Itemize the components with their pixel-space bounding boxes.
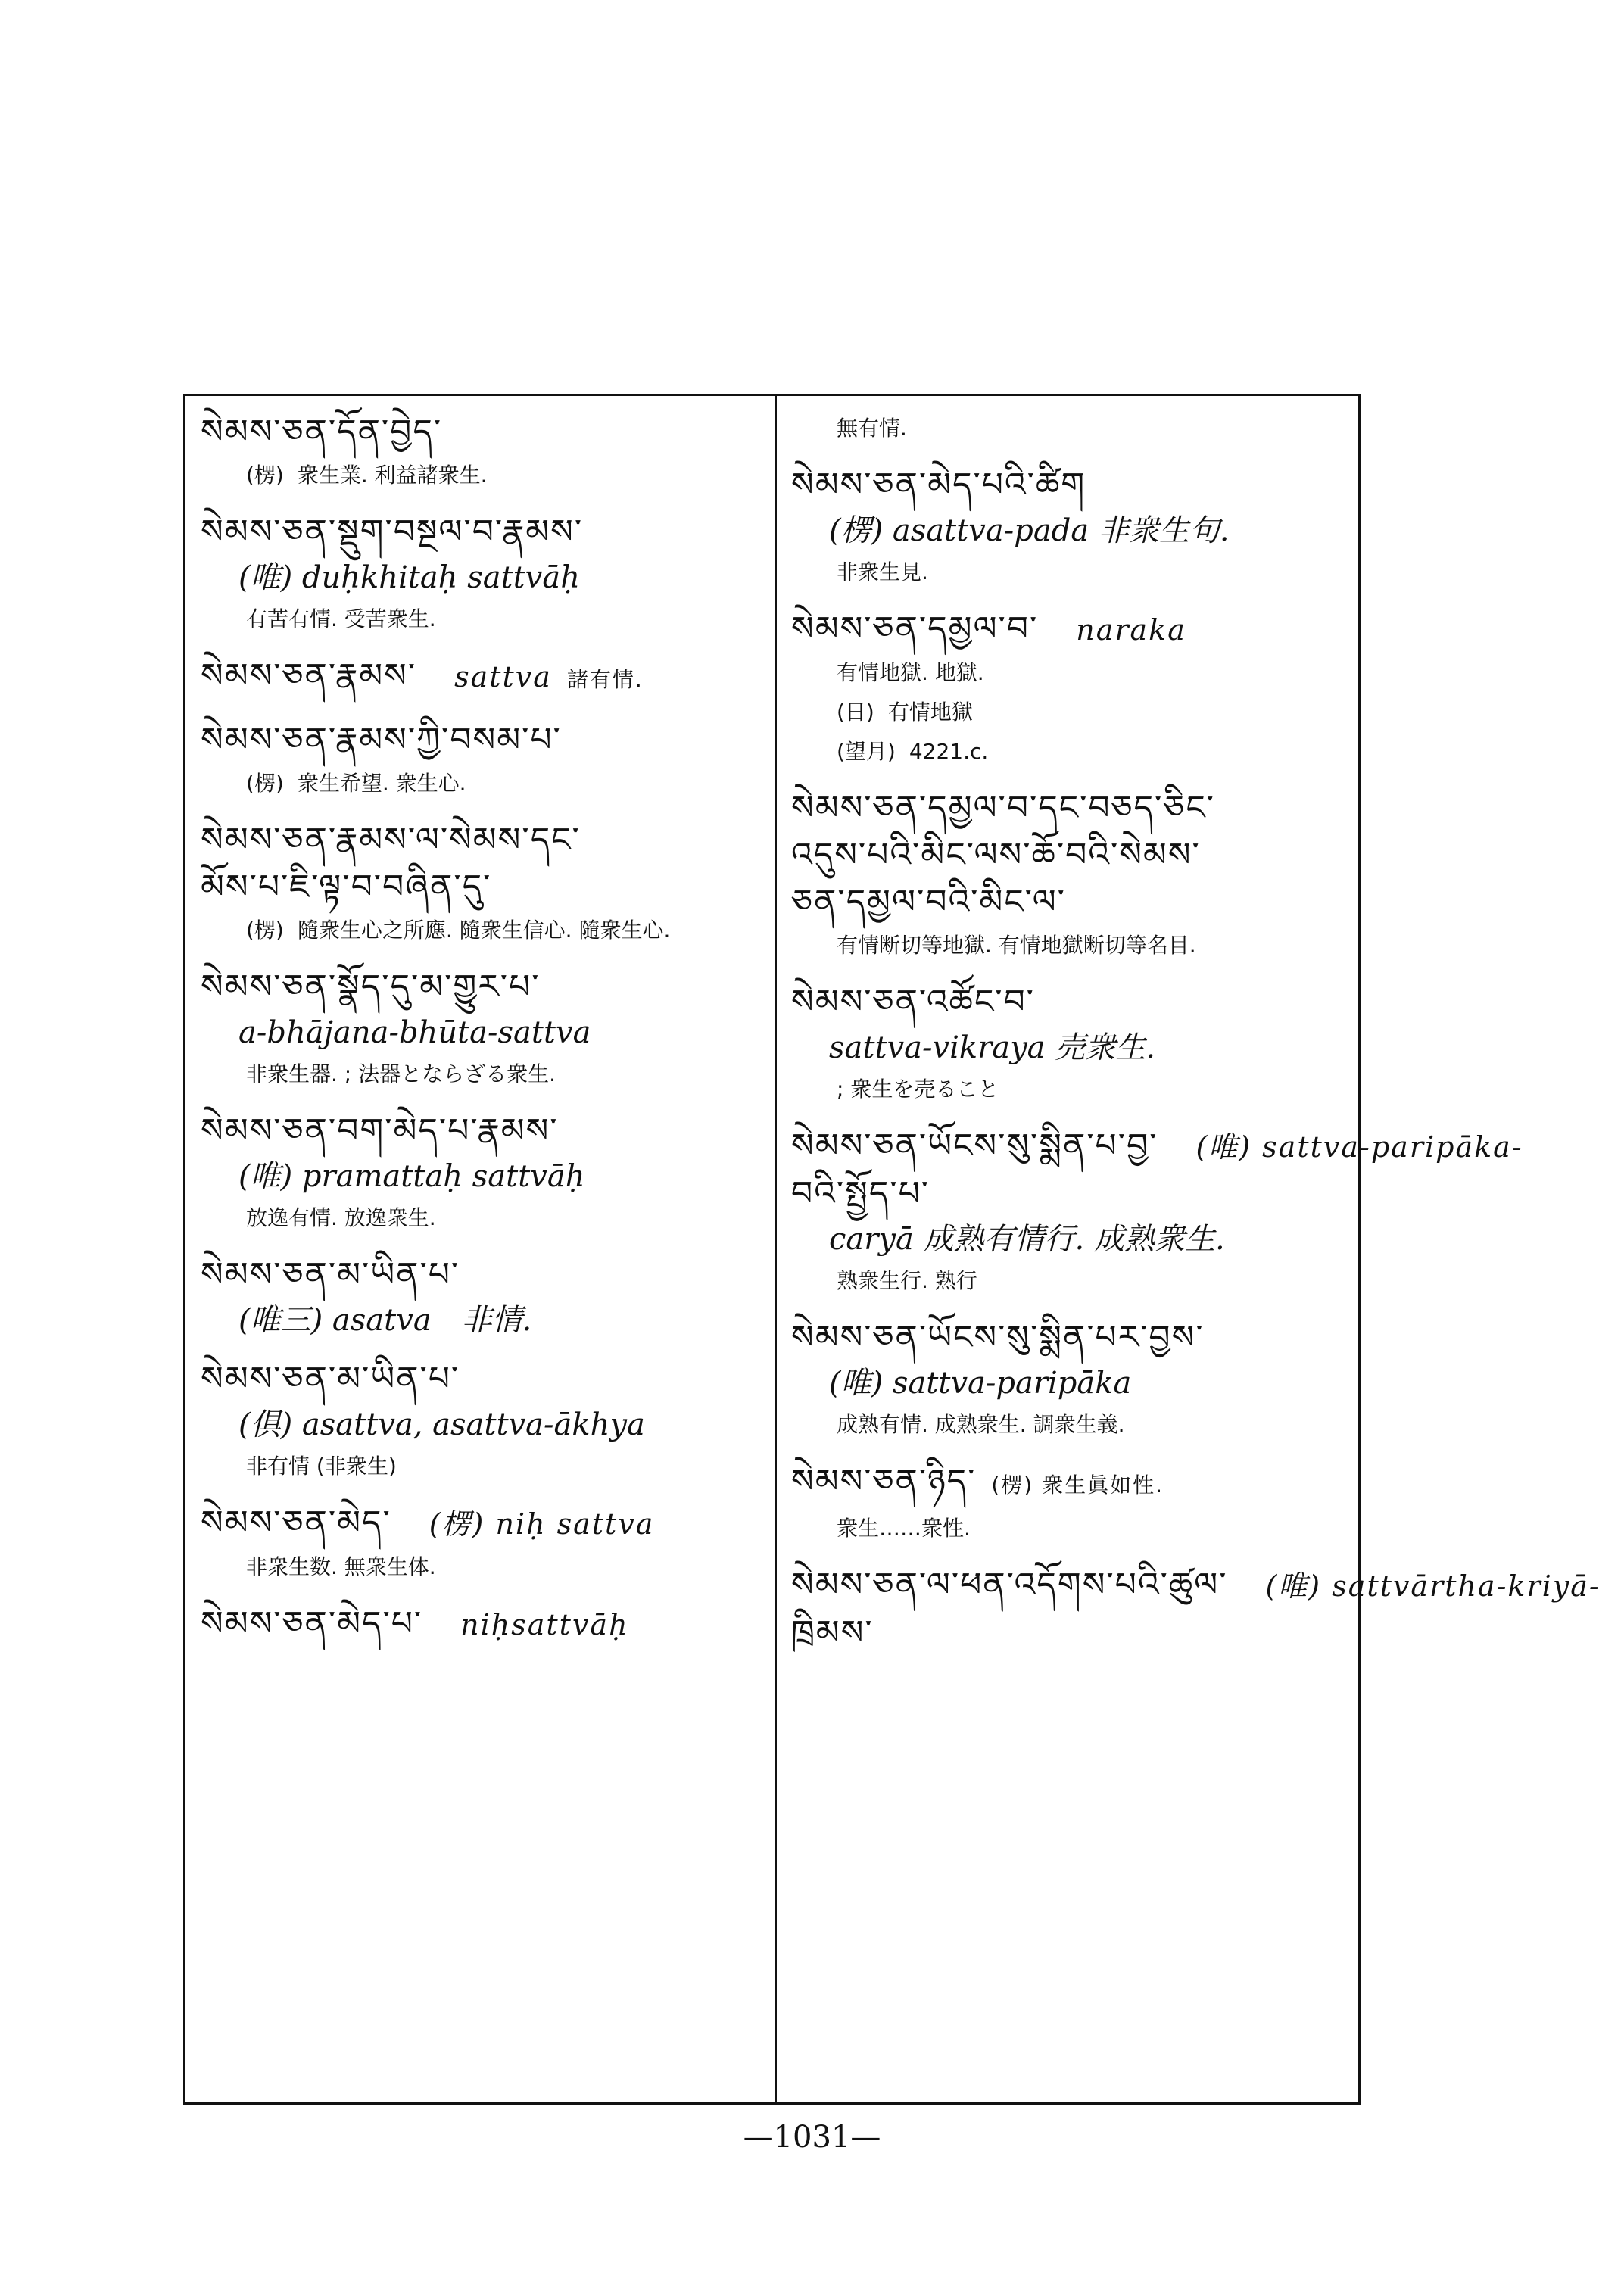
dictionary-entry <box>791 606 1355 771</box>
tibetan-headword: མོས་པ་ཇི་ལྟ་བ་བཞིན་དུ་ <box>201 868 492 906</box>
gloss-text: 非衆生器. ; 法器とならざる衆生. <box>246 1061 556 1086</box>
sanskrit-term: caryā 成熟有情行. 成熟衆生. <box>829 1222 1225 1257</box>
dictionary-entry <box>791 1123 1523 1301</box>
dictionary-entry <box>791 979 1355 1109</box>
gloss-line <box>791 1261 1355 1301</box>
tibetan-headword: སེམས་ཅན་དམྱལ་བ་ naraka <box>791 609 1186 648</box>
gloss-text: 非有情 (非衆生) <box>246 1454 397 1479</box>
gloss-line <box>201 1055 768 1094</box>
dictionary-entry <box>201 509 768 639</box>
dictionary-entry <box>201 653 768 703</box>
gloss-text: 非衆生見. <box>837 559 928 584</box>
gloss-line <box>201 1548 768 1587</box>
sanskrit-term: (俱) asattva, asattva-ākhya <box>238 1407 645 1442</box>
gloss-text: ; 衆生を売ること <box>837 1077 999 1102</box>
tibetan-headword: སེམས་ཅན་བག་མེད་པ་རྣམས་ <box>201 1111 559 1150</box>
gloss-text: 衆生希望. 衆生心. <box>297 771 466 796</box>
dictionary-entry <box>791 1314 1355 1445</box>
sanskrit-term: (唯) sattvārtha-kriyā- <box>1265 1569 1601 1603</box>
gloss-text: 有苦有情. 受苦衆生. <box>246 606 436 631</box>
tibetan-headword: སེམས་ཅན་དོན་བྱེད་ <box>201 413 443 451</box>
source-tag: (楞) <box>246 463 284 488</box>
source-tag: (楞) <box>246 918 284 943</box>
gloss-text: 有情地獄. 地獄. <box>837 660 984 685</box>
tibetan-headword: སེམས་ཅན་ཡོངས་སུ་སྨིན་པ་བྱ་ (唯) sattva-paripāka- <box>791 1127 1523 1165</box>
tibetan-headword: སེམས་ཅན་རྣམས་ཀྱི་བསམ་པ་ <box>201 721 562 759</box>
sanskrit-term: (楞) niḥ sattva <box>429 1507 655 1541</box>
gloss-text: 有情地獄 <box>887 700 973 725</box>
tibetan-headword: སེམས་ཅན་འཚོང་བ་ <box>791 983 1035 1021</box>
gloss-line <box>201 456 768 495</box>
sanskrit-term: (楞) asattva-pada 非衆生句. <box>829 513 1230 548</box>
gloss-line <box>791 1405 1355 1445</box>
dictionary-entry <box>201 717 768 803</box>
gloss-line <box>201 911 768 950</box>
tibetan-headword: སེམས་ཅན་རྣམས་ལ་སེམས་དང་ <box>201 821 581 859</box>
tibetan-headword: སེམས་ཅན་མེད་ (楞) niḥ sattva <box>201 1504 655 1542</box>
dictionary-entry <box>201 964 768 1094</box>
gloss-line <box>791 653 1355 693</box>
tibetan-headword: སེམས་ཅན་མ་ཡིན་པ་ <box>201 1360 460 1398</box>
sanskrit-term: (唯) duḥkhitaḥ sattvāḥ <box>238 560 580 595</box>
gloss-text: 諸有情. <box>566 667 644 692</box>
gloss-text: 無有情. <box>837 416 907 441</box>
dictionary-entry <box>791 785 1355 965</box>
gloss-text: 成熟有情. 成熟衆生. 調衆生義. <box>837 1412 1125 1437</box>
tibetan-headword: སེམས་ཅན་མེད་པ་ niḥsattvāḥ <box>201 1604 629 1643</box>
column-divider <box>775 394 777 2105</box>
dictionary-entry <box>791 462 1355 592</box>
gloss-line <box>791 1070 1355 1109</box>
left-column <box>201 409 768 1662</box>
sanskrit-term: (唯) pramattaḥ sattvāḥ <box>238 1159 585 1194</box>
tibetan-headword: སེམས་ཅན་ཉིད་ (楞) 衆生眞如性. <box>791 1462 1164 1501</box>
gloss-line <box>791 1509 1355 1548</box>
gloss-line <box>201 764 768 803</box>
page-number: —1031— <box>743 2120 881 2155</box>
tibetan-headword: ཁྲིམས་ <box>791 1613 874 1652</box>
gloss-line <box>201 1447 768 1486</box>
dictionary-entry <box>201 1356 768 1486</box>
sanskrit-term: naraka <box>1076 613 1186 647</box>
tibetan-headword: སེམས་ཅན་སྡུག་བསྔལ་བ་རྣམས་ <box>201 513 584 551</box>
dictionary-entry <box>791 1458 1355 1548</box>
gloss-line <box>791 409 1355 448</box>
dictionary-entry <box>201 1108 768 1238</box>
sanskrit-term: (唯三) asatva 非情. <box>238 1303 532 1338</box>
gloss-text: 衆生……衆性. <box>837 1516 971 1541</box>
gloss-text: (楞) 衆生眞如性. <box>991 1473 1164 1498</box>
gloss-text: 4221.c. <box>909 739 989 764</box>
tibetan-headword: སེམས་ཅན་ཡོངས་སུ་སྨིན་པར་བྱས་ <box>791 1318 1205 1357</box>
dictionary-entry <box>201 1500 768 1587</box>
sanskrit-term: sattva <box>454 660 552 693</box>
gloss-line <box>791 732 1355 771</box>
gloss-line <box>791 553 1355 592</box>
dictionary-entry <box>201 817 768 950</box>
dictionary-entry <box>791 409 1355 448</box>
tibetan-headword: ཅན་དམྱལ་བའི་མིང་ལ་ <box>791 883 1066 921</box>
sanskrit-term: (唯) sattva-paripāka <box>829 1366 1132 1401</box>
sanskrit-term: sattva-vikraya 売衆生. <box>829 1030 1155 1065</box>
gloss-line <box>791 926 1355 965</box>
dictionary-entry <box>201 1601 768 1648</box>
source-tag: (日) <box>837 700 874 725</box>
gloss-line <box>201 1198 768 1238</box>
sanskrit-term: (唯) sattva-paripāka- <box>1195 1130 1523 1164</box>
tibetan-headword: སེམས་ཅན་མ་ཡིན་པ་ <box>201 1255 460 1294</box>
tibetan-headword: འདུས་པའི་མིང་ལས་ཆོ་བའི་སེམས་ <box>791 836 1201 874</box>
tibetan-headword: སེམས་ཅན་དམྱལ་བ་དང་བཅད་ཅིང་ <box>791 789 1215 828</box>
sanskrit-term: a-bhājana-bhūta-sattva <box>238 1015 591 1050</box>
gloss-text: 熟衆生行. 熟行 <box>837 1268 977 1293</box>
gloss-text: 隨衆生心之所應. 隨衆生信心. 隨衆生心. <box>297 918 671 943</box>
gloss-text: 非衆生数. 無衆生体. <box>246 1554 436 1579</box>
gloss-line <box>791 693 1355 732</box>
tibetan-headword: སེམས་ཅན་མེད་པའི་ཚིག <box>791 466 1086 504</box>
gloss-text: 衆生業. 利益諸衆生. <box>297 463 488 488</box>
dictionary-entry <box>201 409 768 495</box>
gloss-text: 放逸有情. 放逸衆生. <box>246 1205 436 1230</box>
source-tag: (楞) <box>246 771 284 796</box>
tibetan-headword: བའི་སྤྱོད་པ་ <box>791 1174 930 1213</box>
source-tag: (望月) <box>837 739 896 764</box>
tibetan-headword: སེམས་ཅན་རྣམས་ sattva 諸有情. <box>201 656 644 695</box>
gloss-text: 有情断切等地獄. 有情地獄断切等名目. <box>837 933 1196 958</box>
tibetan-headword: སེམས་ཅན་སྣོད་དུ་མ་གྱུར་པ་ <box>201 968 541 1006</box>
gloss-line <box>201 600 768 639</box>
right-column <box>791 409 1601 1670</box>
sanskrit-term: niḥsattvāḥ <box>460 1608 629 1641</box>
dictionary-entry <box>201 1251 768 1342</box>
tibetan-headword: སེམས་ཅན་ལ་ཕན་འདོགས་པའི་ཚུལ་ (唯) sattvārtha-kriyā- <box>791 1566 1601 1604</box>
dictionary-entry <box>791 1562 1601 1657</box>
